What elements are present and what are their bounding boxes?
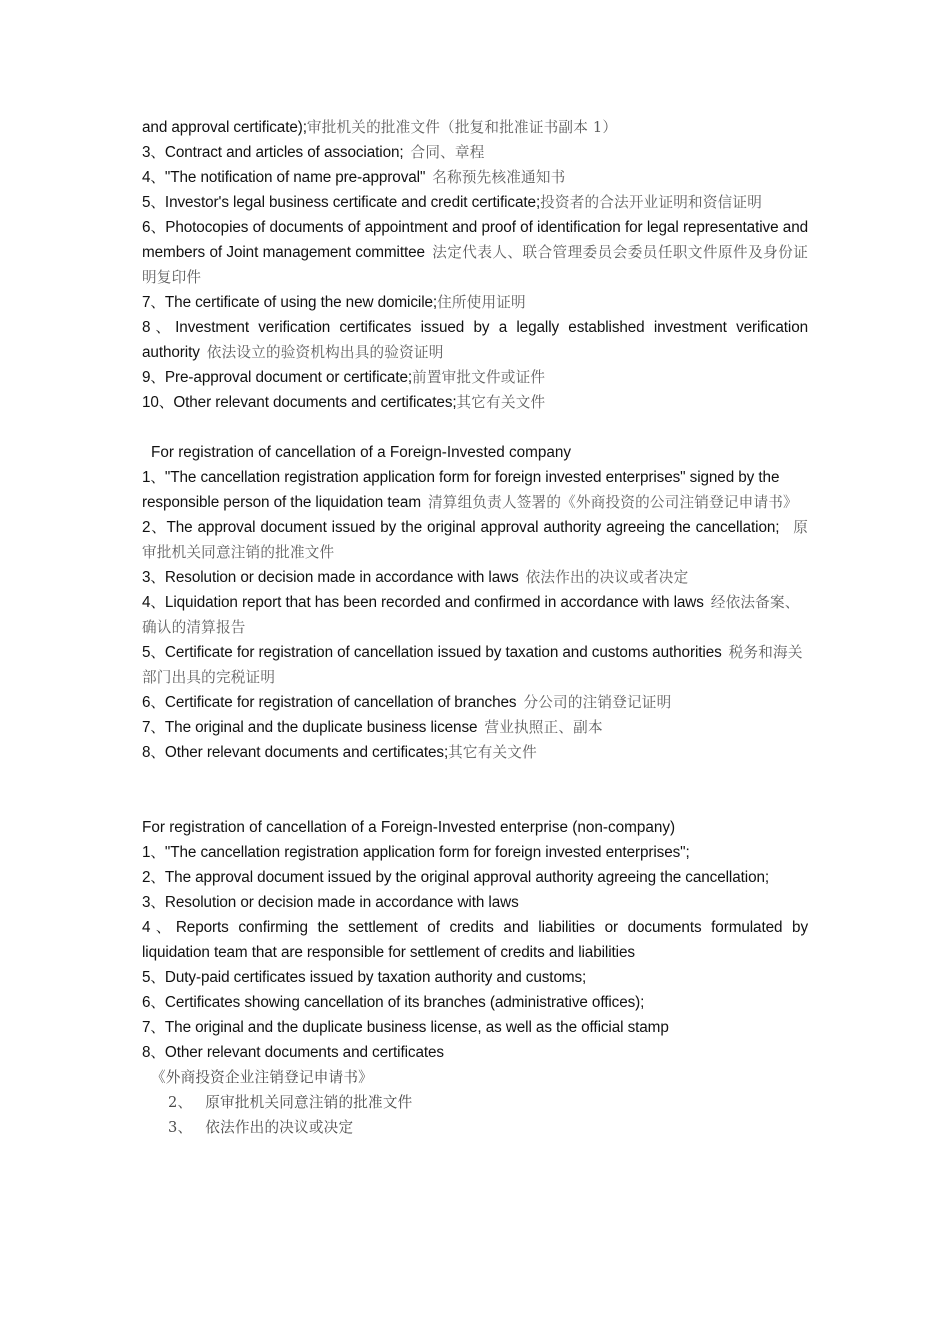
item-separator: 、 [150, 869, 165, 886]
item-text-cn: 依法作出的决议或者决定 [525, 569, 689, 586]
item-number: 7 [142, 1019, 151, 1036]
item-text-en: Resolution or decision made in accordance with laws [164, 569, 519, 586]
list-item [142, 465, 808, 515]
item-number: 3 [168, 1119, 178, 1136]
list-item [142, 190, 808, 215]
item-text-cn: 税务和海关部门出具的完税证明 [142, 644, 803, 686]
item-text-en: Investor's legal business certificate and credit certificate; [164, 194, 541, 211]
list-item [142, 315, 808, 365]
item-separator: 、 [150, 1044, 165, 1061]
list-item [142, 165, 808, 190]
item-number: 3 [142, 144, 151, 161]
item-text-cn: 合同、章程 [410, 144, 485, 161]
item-number: 4 [142, 919, 151, 936]
item-text-cn: 投资者的合法开业证明和资信证明 [540, 194, 763, 211]
item-number: 5 [142, 644, 151, 661]
continued-text-cn: 审批机关的批准文件（批复和批准证书副本 1） [306, 119, 618, 136]
item-text-en: The approval document issued by the original approval authority agreeing the cancellation; [166, 519, 780, 536]
list-item [142, 140, 808, 165]
item-number: 2 [142, 869, 151, 886]
item-text-cn: 原审批机关同意注销的批准文件 [205, 1094, 413, 1111]
list-item [142, 565, 808, 590]
item-text-cn: 名称预先核准通知书 [432, 169, 566, 186]
item-text-cn: 法定代表人、联合管理委员会委员任职文件原件及身份证明复印件 [142, 244, 808, 286]
item-separator: 、 [150, 844, 165, 861]
item-separator: 、 [150, 569, 165, 586]
item-text-en: The original and the duplicate business license, as well as the official stamp [164, 1019, 669, 1036]
item-text-cn: 住所使用证明 [437, 294, 526, 311]
list-item [142, 640, 808, 690]
item-text-en: "The cancellation registration application form for foreign invested enterprises"; [164, 844, 690, 861]
item-text-cn: 分公司的注销登记证明 [523, 694, 672, 711]
item-separator: 、 [177, 1119, 193, 1136]
item-separator: 、 [177, 1094, 193, 1111]
item-number: 7 [142, 719, 151, 736]
item-separator: 、 [150, 144, 165, 161]
item-text-en: Pre-approval document or certificate; [164, 369, 413, 386]
item-text-cn: 原审批机关同意注销的批准文件 [142, 519, 808, 561]
item-number: 5 [142, 969, 151, 986]
item-text-cn: 经依法备案、确认的清算报告 [142, 594, 800, 636]
section-heading: For registration of cancellation of a Foreign-Invested company [151, 444, 572, 461]
item-text-en: Photocopies of documents of appointment and proof of identification for legal representative and members of Joint management committee [142, 219, 809, 261]
item-separator: 、 [150, 519, 167, 536]
list-item [142, 515, 808, 565]
item-text-en: The approval document issued by the original approval authority agreeing the cancellation; [164, 869, 770, 886]
blank-line [142, 790, 808, 815]
item-text-en: Duty-paid certificates issued by taxation authority and customs; [164, 969, 587, 986]
list-item [142, 915, 808, 965]
item-text-en: Contract and articles of association; [164, 144, 404, 161]
list-item [142, 290, 808, 315]
item-separator: 、 [150, 294, 165, 311]
item-separator: 、 [150, 644, 165, 661]
list-item [142, 840, 808, 865]
item-separator: 、 [150, 1019, 165, 1036]
item-separator: 、 [150, 719, 165, 736]
item-text-en: Other relevant documents and certificates [164, 1044, 444, 1061]
item-text-en: The original and the duplicate business license [164, 719, 478, 736]
item-text-en: Reports confirming the settlement of credits and liabilities or documents formulated by liquidation team that are responsible for settlement of credits and liabilities [142, 919, 808, 961]
list-item [142, 215, 808, 290]
item-text-en: Certificates showing cancellation of its branches (administrative offices); [164, 994, 645, 1011]
item-separator: 、 [150, 219, 166, 236]
list-item [142, 1040, 808, 1065]
blank-line [142, 415, 808, 440]
item-text-en: Certificate for registration of cancellation of branches [164, 694, 517, 711]
chinese-tail-title [142, 1065, 808, 1090]
item-text-en: Investment verification certificates issued by a legally established investment verification authority [142, 319, 809, 361]
list-item [142, 690, 808, 715]
item-number: 1 [142, 844, 151, 861]
item-separator: 、 [150, 369, 165, 386]
item-number: 6 [142, 994, 151, 1011]
item-number: 9 [142, 369, 151, 386]
item-number: 2 [168, 1094, 178, 1111]
item-separator: 、 [150, 894, 165, 911]
item-number: 8 [142, 319, 151, 336]
item-text-cn: 前置审批文件或证件 [412, 369, 546, 386]
chinese-tail-title-text: 《外商投资企业注销登记申请书》 [151, 1069, 373, 1086]
list-item [142, 715, 808, 740]
item-number: 6 [142, 694, 151, 711]
continued-text-en: and approval certificate); [142, 119, 307, 136]
continued-paragraph [142, 115, 808, 140]
item-separator: 、 [150, 744, 165, 761]
item-number: 2 [142, 519, 151, 536]
item-text-en: "The notification of name pre-approval" [164, 169, 426, 186]
item-number: 4 [142, 169, 151, 186]
item-separator: 、 [150, 469, 165, 486]
item-text-en: Resolution or decision made in accordance with laws [164, 894, 519, 911]
item-text-en: "The cancellation registration application form for foreign invested enterprises" signed by the responsible person of the liquidation team [142, 469, 780, 511]
chinese-tail-item [142, 1090, 808, 1115]
item-number: 8 [142, 1044, 151, 1061]
item-number: 8 [142, 744, 151, 761]
item-separator: 、 [158, 394, 174, 411]
item-text-en: Other relevant documents and certificates; [173, 394, 457, 411]
item-separator: 、 [150, 994, 165, 1011]
item-number: 7 [142, 294, 151, 311]
chinese-tail-item [142, 1115, 808, 1140]
list-item [142, 965, 808, 990]
item-number: 3 [142, 894, 151, 911]
item-text-cn: 营业执照正、副本 [484, 719, 603, 736]
item-text-en: Certificate for registration of cancellation issued by taxation and customs authorities [164, 644, 722, 661]
item-text-cn: 依法作出的决议或决定 [205, 1119, 354, 1136]
item-separator: 、 [150, 969, 165, 986]
list-item [142, 365, 808, 390]
item-separator: 、 [150, 694, 165, 711]
item-number: 3 [142, 569, 151, 586]
item-number: 10 [142, 394, 159, 411]
item-number: 1 [142, 469, 151, 486]
item-text-cn: 清算组负责人签署的《外商投资的公司注销登记申请书》 [427, 494, 798, 511]
list-item [142, 990, 808, 1015]
item-separator: 、 [150, 319, 176, 336]
item-separator: 、 [150, 919, 176, 936]
item-number: 5 [142, 194, 151, 211]
list-item [142, 590, 808, 640]
document-body [142, 115, 808, 1140]
item-text-en: Other relevant documents and certificates; [164, 744, 449, 761]
item-text-cn: 其它有关文件 [448, 744, 537, 761]
list-item [142, 740, 808, 765]
item-text-cn: 其它有关文件 [456, 394, 546, 411]
blank-line [142, 765, 808, 790]
item-text-en: Liquidation report that has been recorded and confirmed in accordance with laws [164, 594, 704, 611]
item-number: 6 [142, 219, 151, 236]
item-separator: 、 [150, 594, 165, 611]
list-item [142, 390, 808, 415]
list-item [142, 1015, 808, 1040]
list-item [142, 865, 808, 890]
item-number: 4 [142, 594, 151, 611]
item-text-en: The certificate of using the new domicile; [164, 294, 438, 311]
list-item [142, 890, 808, 915]
item-text-cn: 依法设立的验资机构出具的验资证明 [206, 344, 444, 361]
item-separator: 、 [150, 169, 165, 186]
item-separator: 、 [150, 194, 165, 211]
section-heading: For registration of cancellation of a Foreign-Invested enterprise (non-company) [142, 819, 676, 836]
